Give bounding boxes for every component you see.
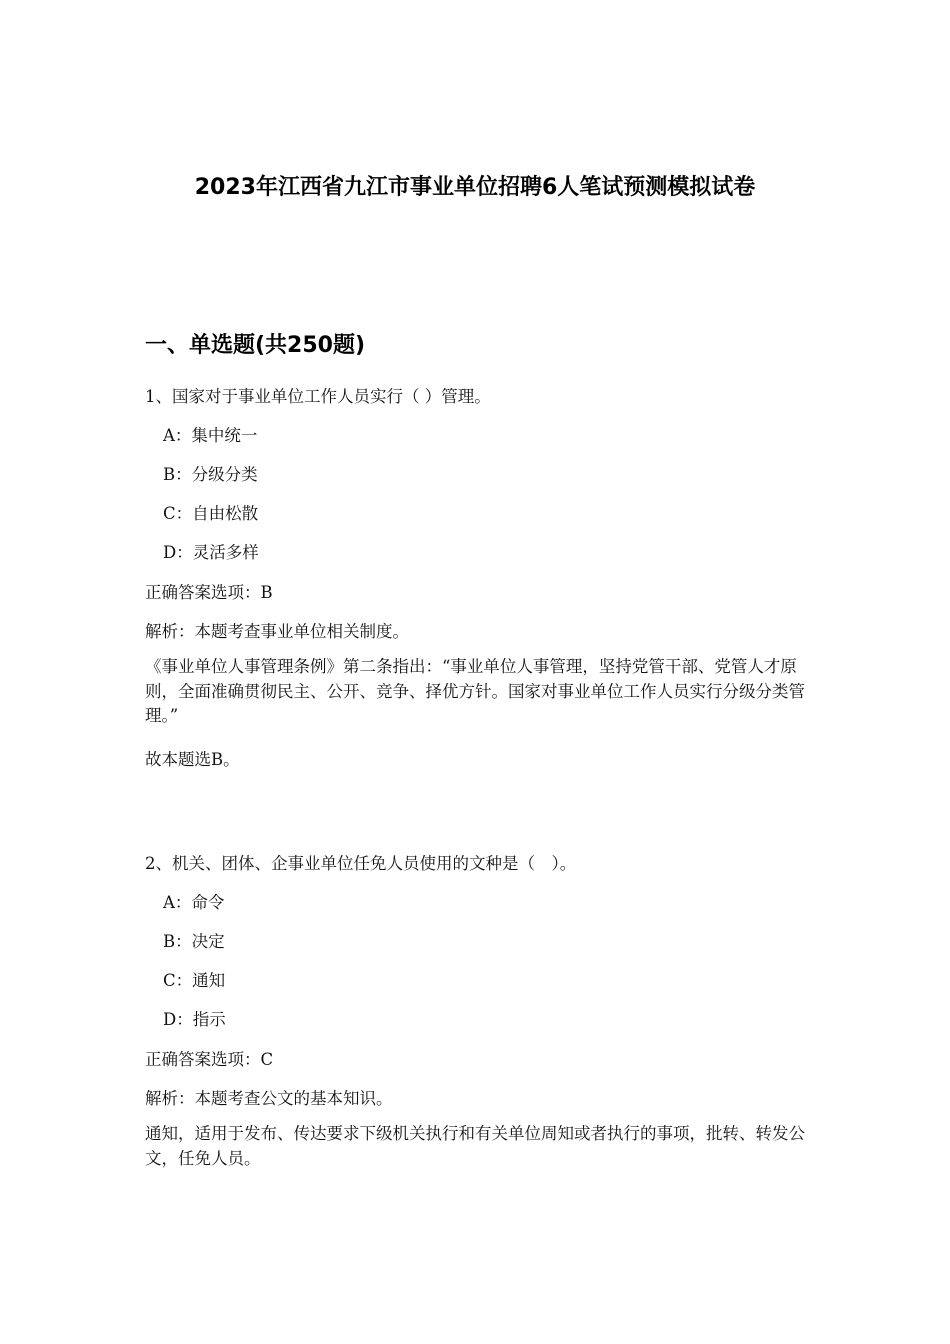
section-heading: 一、单选题(共250题) <box>145 333 366 358</box>
question-2-option-a: A：命令 <box>163 893 225 912</box>
question-1-option-d: D：灵活多样 <box>163 543 259 562</box>
question-2-option-d: D：指示 <box>163 1010 226 1029</box>
question-2-analysis: 解析：本题考查公文的基本知识。 <box>145 1089 393 1108</box>
question-1-conclusion: 故本题选B。 <box>145 750 240 769</box>
question-1-stem: 1、国家对于事业单位工作人员实行（ ）管理。 <box>145 387 491 406</box>
question-2-explanation: 通知，适用于发布、传达要求下级机关执行和有关单位周知或者执行的事项，批转、转发公文，任免人员。 <box>145 1124 805 1168</box>
question-1-option-a: A：集中统一 <box>163 426 258 445</box>
question-1-analysis: 解析：本题考查事业单位相关制度。 <box>145 622 409 641</box>
question-2-option-c: C：通知 <box>163 971 226 990</box>
question-1-explanation: 《事业单位人事管理条例》第二条指出：“事业单位人事管理，坚持党管干部、党管人才原则，全面准确贯彻民主、公开、竞争、择优方针。国家对事业单位工作人员实行分级分类管理。” <box>145 657 805 725</box>
question-2-option-b: B：决定 <box>163 932 225 951</box>
question-1-option-c: C：自由松散 <box>163 504 259 523</box>
document-title: 2023年江西省九江市事业单位招聘6人笔试预测模拟试卷 <box>194 175 756 200</box>
question-2-stem: 2、机关、团体、企事业单位任免人员使用的文种是（ ）。 <box>145 854 577 873</box>
question-2-answer: 正确答案选项：C <box>145 1050 274 1069</box>
question-1-option-b: B：分级分类 <box>163 465 258 484</box>
question-1-answer: 正确答案选项：B <box>145 583 273 602</box>
